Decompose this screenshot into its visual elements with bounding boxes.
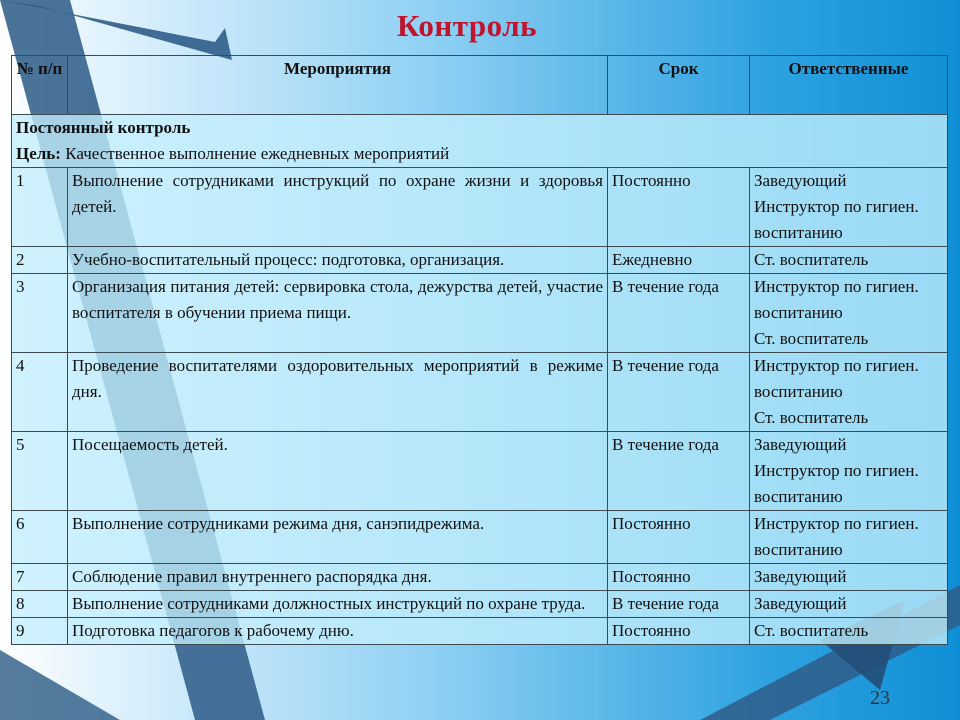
row-number: 4 [12, 353, 68, 432]
row-term: В течение года [608, 274, 750, 353]
row-activity: Организация питания детей: сервировка стола, дежурства детей, участие воспитателя в обучении приема пищи. [68, 274, 608, 353]
row-number: 6 [12, 511, 68, 564]
row-responsible [750, 432, 948, 511]
responsible-person: Инструктор по гигиен. воспитанию [754, 461, 919, 506]
row-activity: Выполнение сотрудниками инструкций по охране жизни и здоровья детей. [68, 168, 608, 247]
row-activity: Учебно-воспитательный процесс: подготовка, организация. [68, 247, 608, 274]
row-number: 9 [12, 618, 68, 645]
page-title: Контроль [396, 8, 538, 43]
row-responsible [750, 353, 948, 432]
row-activity: Посещаемость детей. [68, 432, 608, 511]
row-responsible [750, 591, 948, 618]
responsible-person: Инструктор по гигиен. воспитанию [754, 197, 919, 242]
row-responsible [750, 274, 948, 353]
row-responsible [750, 511, 948, 564]
responsible-person: Инструктор по гигиен. воспитанию [754, 277, 919, 322]
row-term: Постоянно [608, 618, 750, 645]
row-activity: Соблюдение правил внутреннего распорядка дня. [68, 564, 608, 591]
table-row [12, 168, 948, 247]
row-number: 5 [12, 432, 68, 511]
goal-text: Качественное выполнение ежедневных мероприятий [65, 144, 450, 163]
section-goal [16, 141, 943, 167]
row-number: 2 [12, 247, 68, 274]
responsible-person: Инструктор по гигиен. воспитанию [754, 514, 919, 559]
row-activity: Выполнение сотрудниками режима дня, санэпидрежима. [68, 511, 608, 564]
header-activities: Мероприятия [68, 56, 608, 115]
table-row [12, 432, 948, 511]
row-number: 7 [12, 564, 68, 591]
responsible-person: Ст. воспитатель [754, 621, 869, 640]
row-term: Постоянно [608, 564, 750, 591]
responsible-person: Ст. воспитатель [754, 250, 869, 269]
section-cell [12, 115, 948, 168]
row-term: Ежедневно [608, 247, 750, 274]
responsible-person: Заведующий [754, 567, 847, 586]
table-row [12, 591, 948, 618]
table-row [12, 247, 948, 274]
table-row [12, 353, 948, 432]
row-responsible [750, 168, 948, 247]
responsible-person: Ст. воспитатель [754, 408, 869, 427]
header-num: № п/п [12, 56, 68, 115]
table-row [12, 511, 948, 564]
responsible-person: Ст. воспитатель [754, 329, 869, 348]
section-row [12, 115, 948, 168]
responsible-person: Инструктор по гигиен. воспитанию [754, 356, 919, 401]
responsible-person: Заведующий [754, 594, 847, 613]
goal-label: Цель: [16, 144, 61, 163]
page-number: 23 [870, 687, 890, 709]
table-row [12, 564, 948, 591]
row-responsible [750, 564, 948, 591]
row-activity: Выполнение сотрудниками должностных инструкций по охране труда. [68, 591, 608, 618]
row-term: В течение года [608, 432, 750, 511]
header-term: Срок [608, 56, 750, 115]
row-term: В течение года [608, 591, 750, 618]
row-term: В течение года [608, 353, 750, 432]
row-activity: Подготовка педагогов к рабочему дню. [68, 618, 608, 645]
row-activity: Проведение воспитателями оздоровительных мероприятий в режиме дня. [68, 353, 608, 432]
responsible-person: Заведующий [754, 435, 847, 454]
row-term: Постоянно [608, 168, 750, 247]
header-responsible: Ответственные [750, 56, 948, 115]
row-responsible [750, 247, 948, 274]
row-responsible [750, 618, 948, 645]
decor-bottom-left [0, 650, 120, 720]
row-number: 8 [12, 591, 68, 618]
responsible-person: Заведующий [754, 171, 847, 190]
row-number: 1 [12, 168, 68, 247]
table-row [12, 618, 948, 645]
table-row [12, 274, 948, 353]
table-header-row [12, 56, 948, 115]
row-term: Постоянно [608, 511, 750, 564]
control-table [11, 55, 948, 645]
row-number: 3 [12, 274, 68, 353]
section-title: Постоянный контроль [16, 118, 191, 137]
